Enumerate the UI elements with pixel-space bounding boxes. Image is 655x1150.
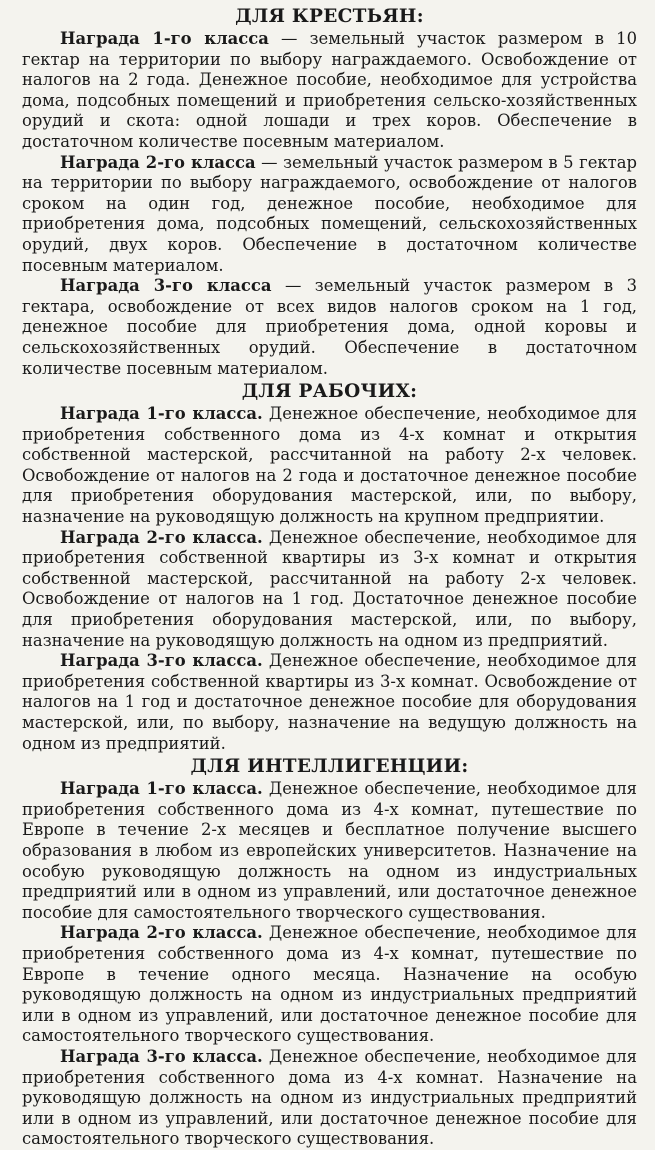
award-lead: Награда 2-го класса — [60, 152, 256, 172]
award-text: Денежное обеспечение, необходимое для приобретения собственного дома из 4-х комнат и открытия собственной мастерской, рассчитанной на работу 2-х человек. Освобождение от налогов на 2 года и достаточное денежное пособие для приобретения оборудования мастерской, или, по выбору, назначение на руководящую должность на крупном предприятии. — [22, 404, 637, 527]
award-text: — земельный участок размером в 5 гектар на территории по выбору награждаемого, освобождение от налогов сроком на один год, денежное пособие, необходимое для приобретения дома, подсобных помещений, сельскохозяйственных орудий, двух коров. Обеспечение в достаточном количестве посевным материалом. — [22, 152, 637, 275]
award-lead: Награда 3-го класса — [60, 276, 272, 296]
award-lead: Награда 2-го класса. — [60, 527, 263, 547]
award-paragraph — [22, 651, 637, 754]
award-lead: Награда 3-го класса. — [60, 1046, 263, 1066]
award-paragraph — [22, 404, 637, 528]
award-lead: Награда 2-го класса. — [60, 923, 263, 943]
document-page — [22, 4, 637, 1150]
section-peasants — [22, 6, 637, 379]
award-lead: Награда 1-го класса — [60, 29, 269, 48]
section-heading: ДЛЯ РАБОЧИХ: — [241, 381, 418, 403]
award-text: Денежное обеспечение, необходимое для приобретения собственной квартиры из 3-х комнат. Освобождение от налогов на 1 год и достаточное денежное пособие для оборудования мастерской, или, по выбору, назначение на ведущую должность на одном из предприятий. — [22, 651, 637, 753]
award-paragraph — [22, 779, 637, 923]
award-lead: Награда 1-го класса. — [60, 404, 263, 424]
award-lead: Награда 1-го класса. — [60, 779, 263, 799]
award-paragraph — [22, 923, 637, 1047]
award-paragraph — [22, 29, 637, 153]
award-text: — земельный участок размером в 10 гектар на территории по выбору награждаемого. Освобождение от налогов на 2 года. Денежное пособие, необходимое для устройства дома, подсобных помещений и приобретения сельско-хозяйственных орудий и скота: одной лошади и трех коров. Обеспечение в достаточном количестве посевным материалом. — [22, 29, 637, 151]
award-lead: Награда 3-го класса. — [60, 651, 263, 671]
section-workers — [22, 381, 637, 754]
award-paragraph — [22, 153, 637, 277]
award-text: Денежное обеспечение, необходимое для приобретения собственного дома из 4-х комнат, путешествие по Европе в течение 2-х месяцев и бесплатное получение высшего образования в любом из европейских университетов. Назначение на особую руководящую должность на одном из индустриальных предприятий или в одном из управлений, или достаточное денежное пособие для самостоятельного творческого существования. — [22, 779, 637, 922]
award-text: Денежное обеспечение, необходимое для приобретения собственной квартиры из 3-х комнат и открытия собственной мастерской, рассчитанной на работу 2-х человек. Освобождение от налогов на 1 год. Достаточное денежное пособие для приобретения оборудования мастерской, или, по выбору, назначение на руководящую должность на одном из предприятий. — [22, 527, 637, 650]
award-paragraph — [22, 1047, 637, 1150]
section-heading: ДЛЯ КРЕСТЬЯН: — [235, 6, 424, 27]
award-paragraph — [22, 276, 637, 379]
award-text: Денежное обеспечение, необходимое для приобретения собственного дома из 4-х комнат. Назначение на руководящую должность на одном из индустриальных предприятий или в одном из управлений, или достаточное денежное пособие для самостоятельного творческого существования. — [22, 1046, 637, 1149]
section-intelligentsia — [22, 756, 637, 1150]
award-text: Денежное обеспечение, необходимое для приобретения собственного дома из 4-х комнат, путешествие по Европе в течение одного месяца. Назначение на особую руководящую должность на одном из индустриальных предприятий или в одном из управлений, или достаточное денежное пособие для самостоятельного творческого существования. — [22, 923, 637, 1046]
award-paragraph — [22, 528, 637, 652]
award-text: — земельный участок размером в 3 гектара, освобождение от всех видов налогов сроком на 1 год, денежное пособие для приобретения дома, одной коровы и сельскохозяйственных орудий. Обеспечение в достаточном количестве посевным материалом. — [22, 276, 638, 378]
section-heading: ДЛЯ ИНТЕЛЛИГЕНЦИИ: — [190, 756, 469, 778]
